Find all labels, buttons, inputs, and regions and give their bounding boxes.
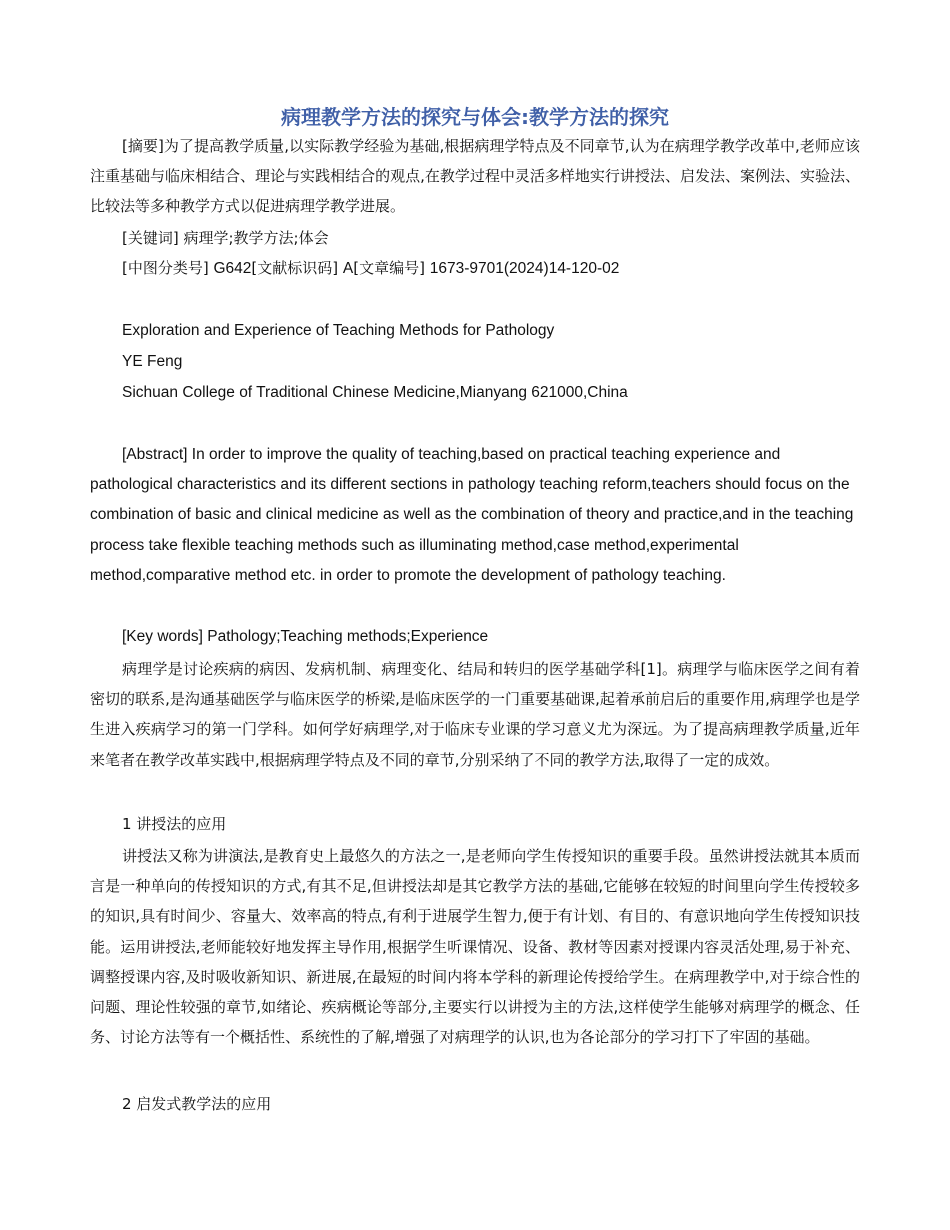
- section1-heading: 1 讲授法的应用: [122, 815, 227, 833]
- abstract-cn: [摘要]为了提高教学质量,以实际教学经验为基础,根据病理学特点及不同章节,认为在病理学教学改革中,老师应该注重基础与临床相结合、理论与实践相结合的观点,在教学过程中灵活多样地实行讲授法、启发法、案例法、实验法、比较法等多种教学方式以促进病理学教学进展。: [90, 137, 860, 216]
- classification-line: [122, 253, 619, 284]
- english-keywords: [Key words] Pathology;Teaching methods;Experience: [122, 628, 489, 645]
- english-title: Exploration and Experience of Teaching Methods for Pathology: [122, 322, 555, 339]
- english-abstract: [Abstract] In order to improve the quality of teaching,based on practical teaching experience and pathological characteristics and its different sections in pathology teaching reform,teachers should focus on the combination of basic and clinical medicine as well as the combination of theory and practice,and in the teaching process take flexible teaching methods such as illuminating method,case method,experimental method,comparative method etc. in order to promote the development of pathology teaching.: [90, 446, 854, 584]
- doc-code-value: A: [342, 260, 354, 277]
- intro-text: 病理学是讨论疾病的病因、发病机制、病理变化、结局和转归的医学基础学科[1]。病理学与临床医学之间有着密切的联系,是沟通基础医学与临床医学的桥梁,是临床医学的一门重要基础课,起着承前启后的重要作用,病理学也是学生进入疾病学习的第一门学科。如何学好病理学,对于临床专业课的学习意义尤为深远。为了提高病理教学质量,近年来笔者在教学改革实践中,根据病理学特点及不同的章节,分别采纳了不同的教学方法,取得了一定的成效。: [90, 660, 860, 769]
- section1-text: 讲授法又称为讲演法,是教育史上最悠久的方法之一,是老师向学生传授知识的重要手段。虽然讲授法就其本质而言是一种单向的传授知识的方式,有其不足,但讲授法却是其它教学方法的基础,它能够在较短的时间里向学生传授较多的知识,具有时间少、容量大、效率高的特点,有利于进展学生智力,便于有计划、有目的、有意识地向学生传授知识技能。运用讲授法,老师能较好地发挥主导作用,根据学生听课情况、设备、教材等因素对授课内容灵活处理,易于补充、调整授课内容,及时吸收新知识、新进展,在最短的时间内将本学科的新理论传授给学生。在病理教学中,对于综合性的问题、理论性较强的章节,如绪论、疾病概论等部分,主要实行以讲授为主的方法,这样使学生能够对病理学的概念、任务、讨论方法等有一个概括性、系统性的了解,增强了对病理学的认识,也为各论部分的学习打下了牢固的基础。: [90, 847, 860, 1047]
- clc-label: [中图分类号]: [122, 259, 209, 277]
- intro-paragraph: [90, 654, 860, 775]
- doc-code-label: [文献标识码]: [251, 259, 339, 277]
- english-abstract-block: [90, 440, 860, 591]
- paper-title: 病理教学方法的探究与体会:教学方法的探究: [281, 105, 669, 129]
- keywords-cn: [关键词] 病理学;教学方法;体会: [122, 229, 329, 247]
- article-no-label: [文章编号]: [353, 259, 425, 277]
- section2-heading: 2 启发式教学法的应用: [122, 1095, 272, 1113]
- clc-value: G642: [213, 260, 252, 277]
- english-affiliation: Sichuan College of Traditional Chinese Medicine,Mianyang 621000,China: [122, 384, 628, 401]
- article-no-value: 1673-9701(2024)14-120-02: [429, 260, 620, 277]
- section1-paragraph: [90, 841, 860, 1052]
- english-author: YE Feng: [122, 353, 183, 370]
